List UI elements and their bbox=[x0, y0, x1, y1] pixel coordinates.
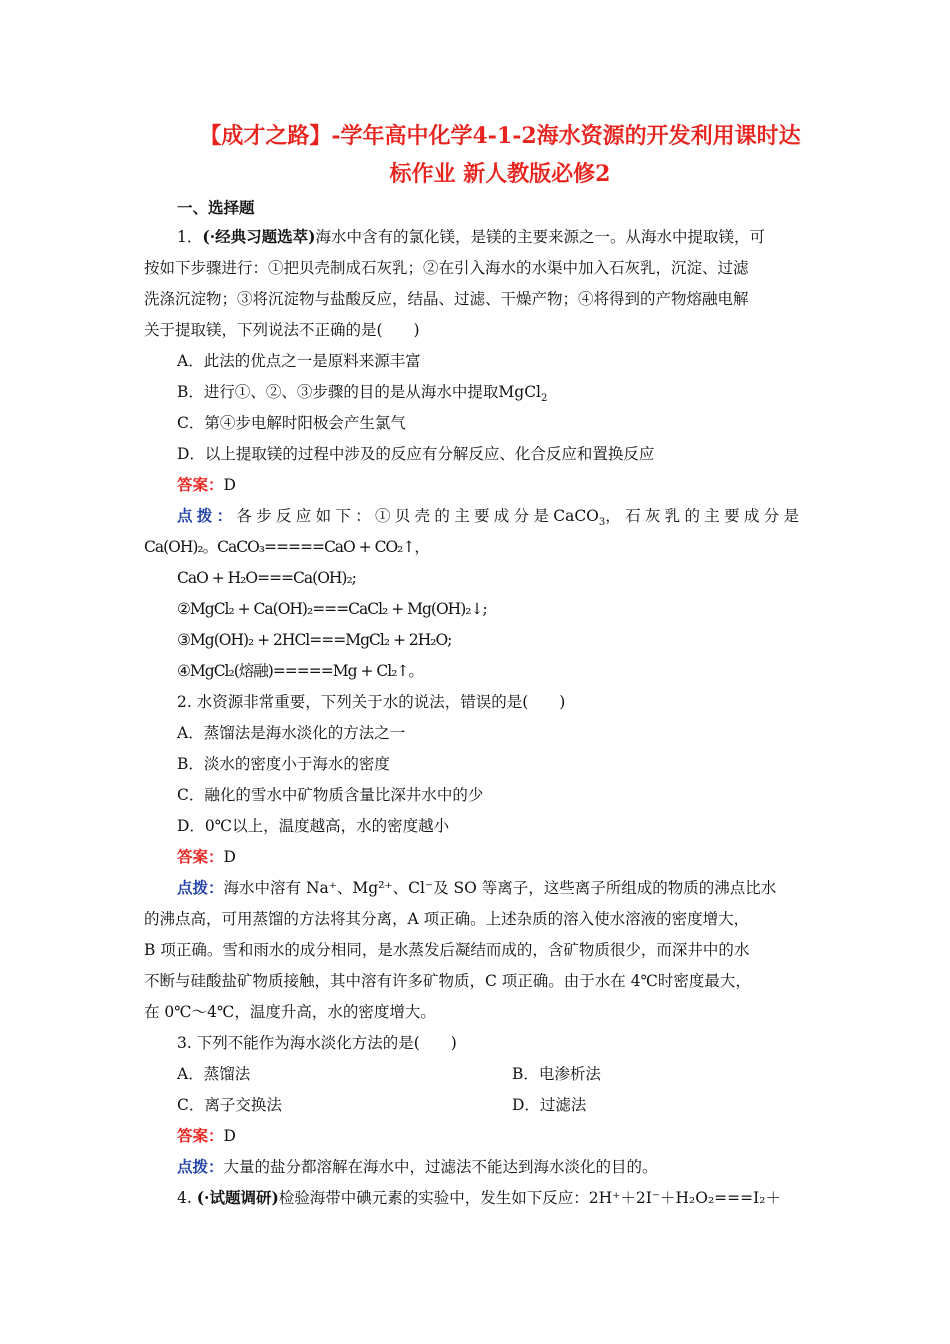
q1-hint-label: 点拨： bbox=[177, 506, 237, 525]
q1-hint-text-a: 各步反应如下：①贝壳的主要成分是 bbox=[236, 507, 554, 525]
q2-answer-value: D bbox=[223, 848, 236, 866]
q1-hint-line4: ②MgCl₂ + Ca(OH)₂===CaCl₂ + Mg(OH)₂↓; bbox=[177, 600, 487, 618]
q1-stem-line1 bbox=[177, 226, 765, 248]
q4-stem bbox=[177, 1187, 781, 1209]
q1-hint-subscript: 3 bbox=[598, 517, 606, 529]
q1-hint-formula: CaCO bbox=[553, 507, 599, 525]
q1-stem-line3: 洗涤沉淀物；③将沉淀物与盐酸反应，结晶、过滤、干燥产物；④将得到的产物熔融电解 bbox=[144, 290, 749, 308]
q2-option-c: C．融化的雪水中矿物质含量比深井水中的少 bbox=[177, 786, 484, 804]
q4-stem-text: 检验海带中碘元素的实验中，发生如下反应：2H⁺＋2I⁻＋H₂O₂===I₂＋ bbox=[278, 1189, 781, 1207]
q1-option-b bbox=[177, 381, 547, 403]
q1-option-b-subscript: 2 bbox=[541, 393, 548, 405]
q1-hint-line5: ③Mg(OH)₂ + 2HCl===MgCl₂ + 2H₂O; bbox=[177, 631, 452, 649]
q3-option-c: C．离子交换法 bbox=[177, 1096, 282, 1114]
q1-answer-label: 答案： bbox=[177, 475, 224, 494]
q1-source: (·经典习题选萃) bbox=[202, 227, 316, 246]
q2-answer-label: 答案： bbox=[177, 847, 224, 866]
q3-hint-label: 点拨： bbox=[177, 1157, 224, 1176]
q3-stem: 3. 下列不能作为海水淡化方法的是( ) bbox=[177, 1034, 457, 1052]
q2-option-d: D．0℃以上，温度越高，水的密度越小 bbox=[177, 817, 450, 835]
q2-hint-line4: 不断与硅酸盐矿物质接触，其中溶有许多矿物质，C 项正确。由于水在 4℃时密度最大， bbox=[144, 972, 751, 990]
q1-stem-line2: 按如下步骤进行：①把贝壳制成石灰乳；②在引入海水的水渠中加入石灰乳，沉淀、过滤 bbox=[144, 259, 749, 277]
q2-hint-line1 bbox=[177, 877, 776, 899]
q1-number: 1． bbox=[177, 228, 203, 246]
q1-hint-line3: CaO + H₂O===Ca(OH)₂; bbox=[177, 569, 356, 587]
q3-hint-text: 大量的盐分都溶解在海水中，过滤法不能达到海水淡化的目的。 bbox=[223, 1158, 658, 1176]
q2-hint-line3: B 项正确。雪和雨水的成分相同，是水蒸发后凝结而成的，含矿物质很少，而深井中的水 bbox=[144, 941, 750, 959]
q1-option-c: C．第④步电解时阳极会产生氯气 bbox=[177, 414, 406, 432]
q1-hint-line2: Ca(OH)₂。CaCO₃=====CaO + CO₂↑， bbox=[144, 538, 429, 556]
q3-hint bbox=[177, 1156, 658, 1178]
q2-hint-line2: 的沸点高，可用蒸馏的方法将其分离，A 项正确。上述杂质的溶入使水溶液的密度增大， bbox=[144, 910, 750, 928]
document-title-line1: 【成才之路】-学年高中化学4-1-2海水资源的开发利用课时达 bbox=[199, 123, 801, 149]
q2-hint-text: 海水中溶有 Na⁺、Mg²⁺、Cl⁻及 SO 等离子，这些离子所组成的物质的沸点比水 bbox=[223, 879, 777, 897]
q3-option-b: B．电渗析法 bbox=[512, 1065, 601, 1083]
q3-option-a: A．蒸馏法 bbox=[177, 1065, 251, 1083]
q2-stem: 2. 水资源非常重要，下列关于水的说法，错误的是( ) bbox=[177, 693, 566, 711]
q2-option-b: B．淡水的密度小于海水的密度 bbox=[177, 755, 390, 773]
q1-hint-text-d: ，石灰乳的主要成分是 bbox=[605, 507, 804, 525]
q1-answer-value: D bbox=[223, 476, 236, 494]
q1-hint-line6: ④MgCl₂(熔融)=====Mg + Cl₂↑。 bbox=[177, 662, 423, 680]
q1-stem-text: 海水中含有的氯化镁，是镁的主要来源之一。从海水中提取镁，可 bbox=[315, 228, 765, 246]
q2-option-a: A．蒸馏法是海水淡化的方法之一 bbox=[177, 724, 406, 742]
q1-hint-line1 bbox=[177, 505, 803, 527]
q3-answer-label: 答案： bbox=[177, 1126, 224, 1145]
q4-source: (·试题调研) bbox=[196, 1188, 279, 1207]
q1-option-b-text: B．进行①、②、③步骤的目的是从海水中提取 bbox=[177, 383, 499, 401]
document-title-line2: 标作业 新人教版必修2 bbox=[389, 161, 611, 187]
q2-hint-label: 点拨： bbox=[177, 878, 224, 897]
q4-number: 4. bbox=[177, 1189, 197, 1207]
q3-answer bbox=[177, 1125, 236, 1147]
q2-answer bbox=[177, 846, 236, 868]
q1-option-b-formula: MgCl bbox=[498, 383, 542, 401]
q3-option-d: D．过滤法 bbox=[512, 1096, 587, 1114]
q1-answer bbox=[177, 474, 236, 496]
q2-hint-line5: 在 0℃～4℃，温度升高，水的密度增大。 bbox=[144, 1003, 436, 1021]
q3-answer-value: D bbox=[223, 1127, 236, 1145]
q1-option-d: D．以上提取镁的过程中涉及的反应有分解反应、化合反应和置换反应 bbox=[177, 445, 655, 463]
q1-stem-line4: 关于提取镁，下列说法不正确的是( ) bbox=[144, 321, 420, 339]
q1-option-a: A．此法的优点之一是原料来源丰富 bbox=[177, 352, 421, 370]
section-heading: 一、选择题 bbox=[177, 198, 255, 217]
